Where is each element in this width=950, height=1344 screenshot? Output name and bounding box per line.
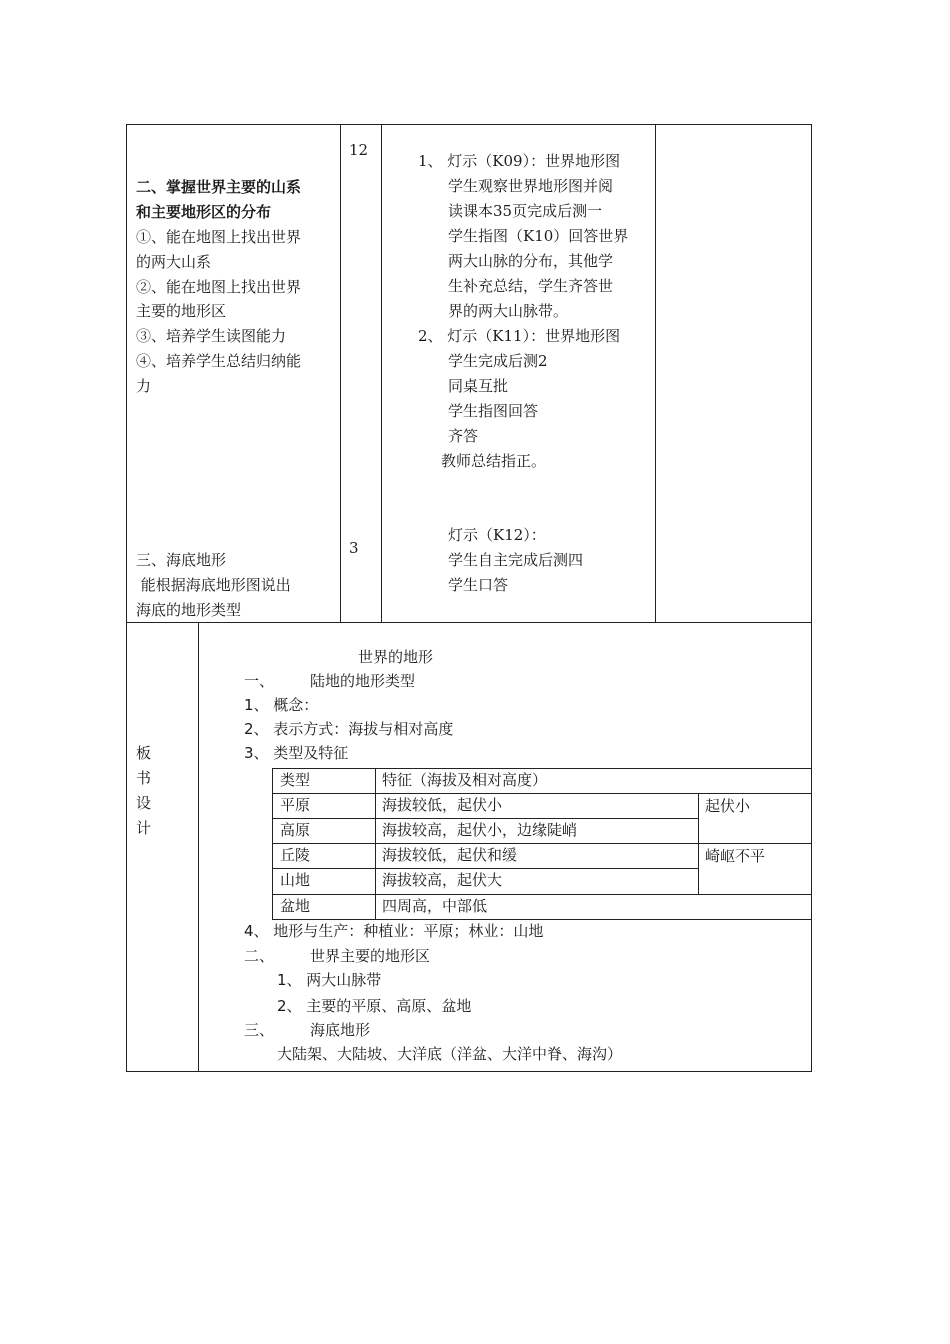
objective-4-line1: ④、培养学生总结归纳能 xyxy=(136,352,302,370)
table-border-top xyxy=(126,124,812,125)
board-label-divider xyxy=(198,622,199,1071)
board-item-1: 1、 概念： xyxy=(244,696,319,714)
board-heading-2-num: 二、 xyxy=(244,947,275,965)
objective-2-line2: 主要的地形区 xyxy=(136,302,227,320)
landform-header-feature: 特征（海拔及相对高度） xyxy=(382,771,548,789)
activity-2-line4: 学生指图回答 xyxy=(448,402,539,420)
activity-1-line5: 两大山脉的分布，其他学 xyxy=(448,252,614,270)
activity-1-line6: 生补充总结，学生齐答世 xyxy=(448,277,614,295)
section3-objective-line1: 能根据海底地形图说出 xyxy=(136,576,291,594)
section2-title-line1: 二、掌握世界主要的山系 xyxy=(136,178,302,196)
board-heading-3: 海底地形 xyxy=(310,1021,371,1039)
board-heading-2: 世界主要的地形区 xyxy=(310,947,431,965)
section3-time: 3 xyxy=(349,539,359,557)
landform-row-line-5 xyxy=(272,894,811,895)
board-item-3: 3、 类型及特征 xyxy=(244,744,349,762)
landform-type: 山地 xyxy=(280,871,311,889)
activity-2-line3: 同桌互批 xyxy=(448,377,509,395)
landform-header-type: 类型 xyxy=(280,771,311,789)
activity-1-line2: 学生观察世界地形图并阅 xyxy=(448,177,614,195)
table-border-right xyxy=(811,124,812,1072)
board-item-2: 2、 表示方式：海拔与相对高度 xyxy=(244,720,454,738)
landform-group-rugged: 崎岖不平 xyxy=(705,847,766,865)
landform-feature: 海拔较高，起伏大 xyxy=(382,871,503,889)
activity-1-line3: 读课本35页完成后测一 xyxy=(448,202,603,220)
table-border-left xyxy=(126,124,127,1072)
activity-2-line5: 齐答 xyxy=(448,427,479,445)
board-title: 世界的地形 xyxy=(358,648,434,666)
landform-table-left xyxy=(272,768,273,920)
landform-feature: 海拔较低，起伏小 xyxy=(382,796,503,814)
activity-3-line2: 学生自主完成后测四 xyxy=(448,551,584,569)
board-item-4: 4、 地形与生产：种植业：平原；林业：山地 xyxy=(244,922,544,940)
board-heading-1-num: 一、 xyxy=(244,672,275,690)
activity-1-line7: 界的两大山脉带。 xyxy=(448,302,569,320)
activity-3-line3: 学生口答 xyxy=(448,576,509,594)
board-label-char-4: 计 xyxy=(136,819,152,837)
activity-3-line1: 灯示（K12）： xyxy=(448,526,546,544)
activity-1-line1: 1、 灯示（K09）：世界地形图 xyxy=(418,152,621,170)
board-label-char-1: 板 xyxy=(136,744,152,762)
board-heading-1: 陆地的地形类型 xyxy=(310,672,416,690)
landform-feature: 海拔较高，起伏小，边缘陡峭 xyxy=(382,821,578,839)
objective-2-line1: ②、能在地图上找出世界 xyxy=(136,278,302,296)
board-label-char-2: 书 xyxy=(136,769,152,787)
section3-title: 三、海底地形 xyxy=(136,551,227,569)
objective-1-line2: 的两大山系 xyxy=(136,253,212,271)
landform-type: 高原 xyxy=(280,821,311,839)
col-divider-1 xyxy=(340,124,341,622)
board-heading-2-item-1: 1、 两大山脉带 xyxy=(277,971,382,989)
objective-4-line2: 力 xyxy=(136,377,152,395)
landform-group-gentle: 起伏小 xyxy=(705,797,751,815)
activity-1-line4: 学生指图（K10）回答世界 xyxy=(448,227,629,245)
objective-3: ③、培养学生读图能力 xyxy=(136,327,287,345)
board-label-char-3: 设 xyxy=(136,794,152,812)
col-divider-2 xyxy=(381,124,382,622)
table-border-bottom xyxy=(126,1071,812,1072)
section3-objective-line2: 海底的地形类型 xyxy=(136,601,242,619)
board-heading-3-num: 三、 xyxy=(244,1021,275,1039)
activity-2-line1: 2、 灯示（K11）：世界地形图 xyxy=(418,327,621,345)
landform-feature: 四周高，中部低 xyxy=(382,897,488,915)
section2-time: 12 xyxy=(349,141,369,159)
landform-type: 丘陵 xyxy=(280,846,311,864)
section2-title-line2: 和主要地形区的分布 xyxy=(136,203,272,221)
col-divider-3 xyxy=(655,124,656,622)
landform-table-col-1 xyxy=(375,768,376,920)
activity-2-line6: 教师总结指正。 xyxy=(441,452,547,470)
landform-type: 盆地 xyxy=(280,897,311,915)
objective-1-line1: ①、能在地图上找出世界 xyxy=(136,228,302,246)
board-heading-2-item-2: 2、 主要的平原、高原、盆地 xyxy=(277,997,472,1015)
board-heading-3-line: 大陆架、大陆坡、大洋底（洋盆、大洋中脊、海沟） xyxy=(277,1045,623,1063)
landform-type: 平原 xyxy=(280,796,311,814)
activity-2-line2: 学生完成后测2 xyxy=(448,352,548,370)
landform-feature: 海拔较低，起伏和缓 xyxy=(382,846,518,864)
